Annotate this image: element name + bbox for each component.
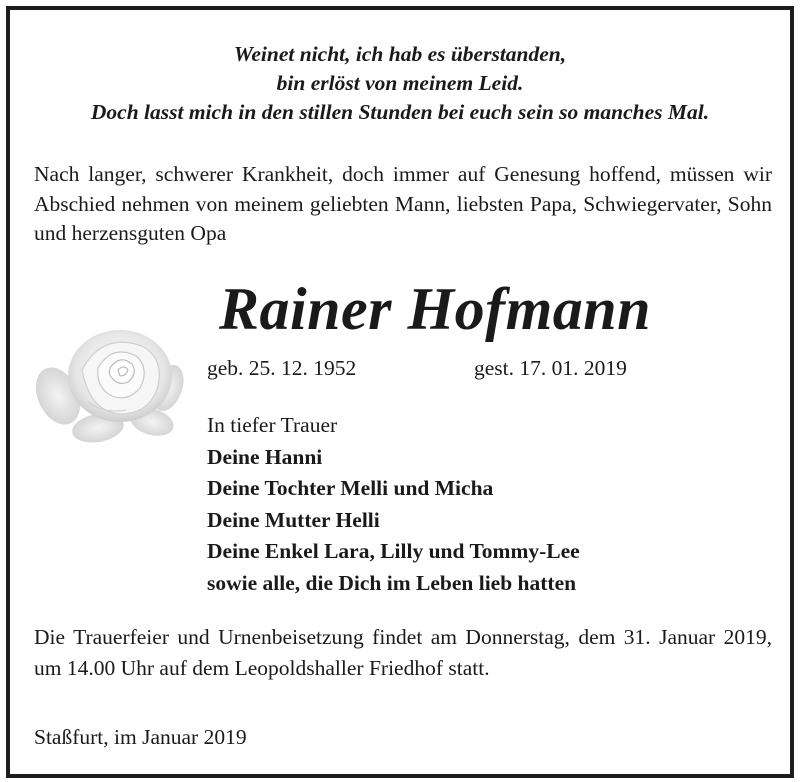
verse-line-1: Weinet nicht, ich hab es überstanden, <box>233 42 567 66</box>
mourning-label: In tiefer Trauer <box>207 413 338 437</box>
mourner-line: sowie alle, die Dich im Leben lieb hatten <box>207 570 577 595</box>
verse-line-2: bin erlöst von meinem Leid. <box>276 71 524 95</box>
mourner-line: Deine Mutter Helli <box>207 507 380 532</box>
death-date: gest. 17. 01. 2019 <box>474 356 627 380</box>
memorial-verse <box>10 40 790 127</box>
place-date: Staßfurt, im Januar 2019 <box>34 725 247 749</box>
intro-text: Nach langer, schwerer Krankheit, doch immer auf Genesung hoffend, müssen wir Abschied nehmen von meinem geliebten Mann, liebsten Papa, Schwiegervater, Sohn und herzensguten Opa <box>34 162 772 245</box>
mourner-line: Deine Tochter Melli und Micha <box>207 476 494 500</box>
mourners-block <box>207 410 767 599</box>
obituary-frame <box>6 6 794 778</box>
birth-date: geb. 25. 12. 1952 <box>207 356 357 380</box>
deceased-name: Rainer Hofmann <box>218 276 652 342</box>
mourner-line: Deine Hanni <box>207 444 323 469</box>
mourner-line: Deine Enkel Lara, Lilly und Tommy-Lee <box>207 539 580 563</box>
verse-line-3: Doch lasst mich in den stillen Stunden bei euch sein so manches Mal. <box>90 100 710 124</box>
funeral-notice: Die Trauerfeier und Urnenbeisetzung findet am Donnerstag, dem 31. Januar 2019, um 14.00 Uhr auf dem Leopoldshaller Friedhof statt. <box>34 625 772 680</box>
